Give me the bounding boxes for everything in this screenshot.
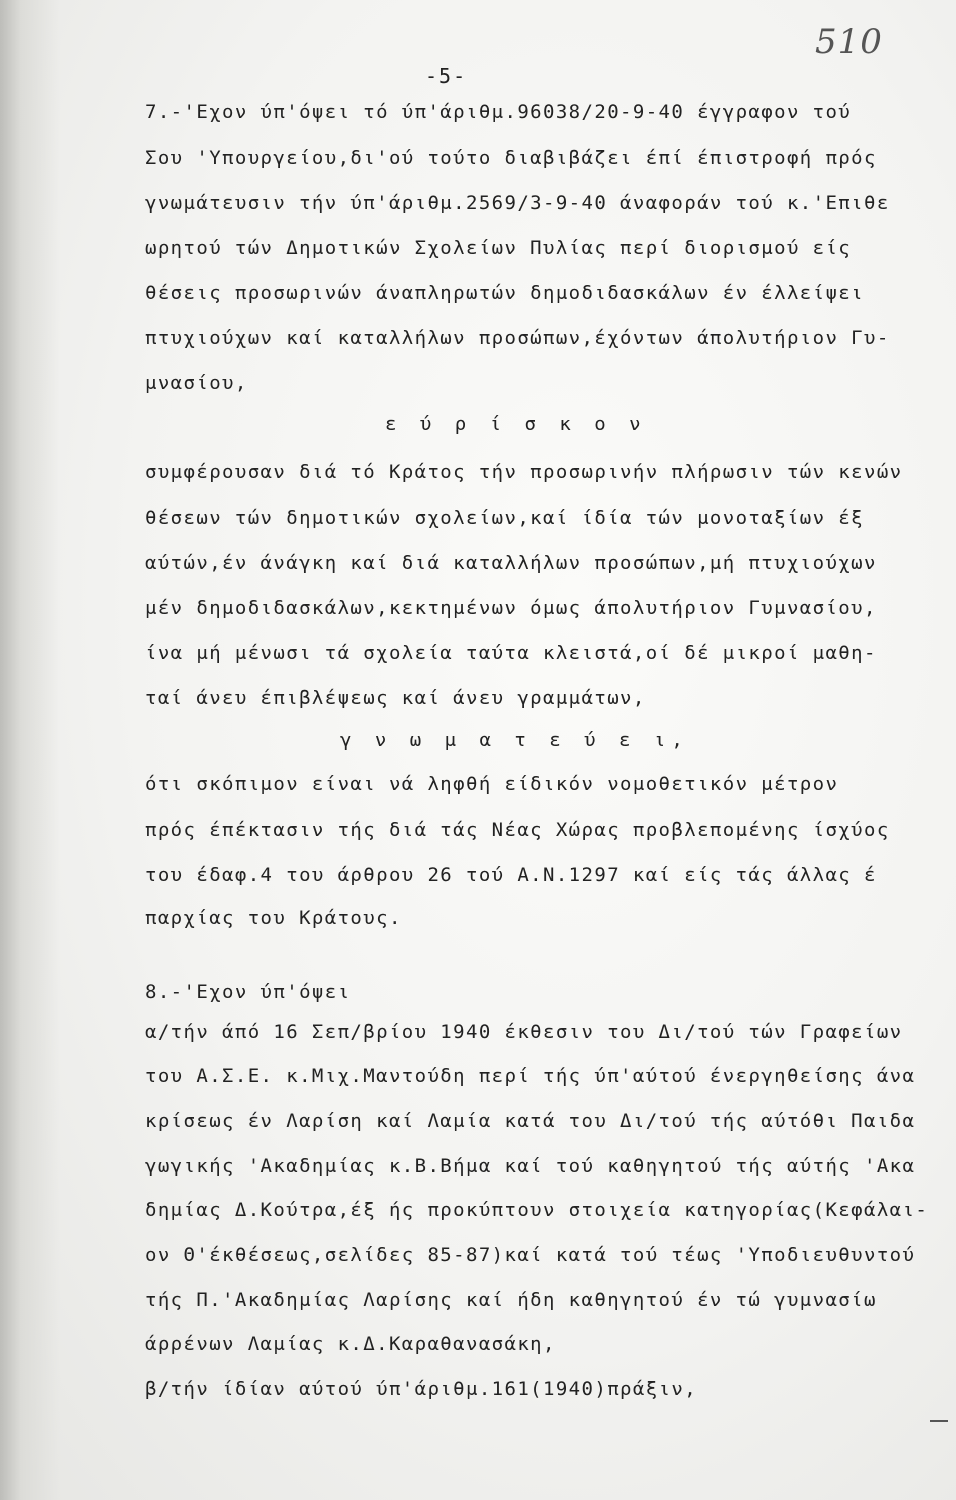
text-line: β/τήν ίδίαν αύτού ύπ'άριθμ.161(1940)πράξιν, <box>145 1378 698 1400</box>
text-line: παρχίας του Κράτους. <box>145 907 402 929</box>
text-line: Σου 'Υπουργείου,δι'ού τούτο διαβιβάζει έπί έπιστροφή πρός <box>145 147 877 169</box>
text-line: αύτών,έν άνάγκη καί διά καταλλήλων προσώπων,μή πτυχιούχων <box>145 552 877 574</box>
section-heading-opinion: γ ν ω μ α τ ε ύ ε ι, <box>340 729 689 751</box>
text-line: θέσεις προσωρινών άναπληρωτών δημοδιδασκάλων έν έλλείψει <box>145 282 864 304</box>
text-line: πρός έπέκτασιν τής διά τάς Νέας Χώρας προβλεπομένης ίσχύος <box>145 819 890 841</box>
text-line: ωρητού τών Δημοτικών Σχολείων Πυλίας περί διορισμού είς <box>145 237 852 259</box>
text-line: δημίας Δ.Κούτρα,έξ ής προκύπτουν στοιχεία κατηγορίας(Κεφάλαι- <box>145 1199 929 1221</box>
text-line: μέν δημοδιδασκάλων,κεκτημένων όμως άπολυτήριον Γυμνασίου, <box>145 597 877 619</box>
text-line: του Α.Σ.Ε. κ.Μιχ.Μαντούδη περί τής ύπ'αύτού ένεργηθείσης άνα <box>145 1065 916 1087</box>
text-line: τής Π.'Ακαδημίας Λαρίσης καί ήδη καθηγητού έν τώ γυμνασίω <box>145 1289 877 1311</box>
section-heading-find: ε ύ ρ ί σ κ ο ν <box>385 413 647 435</box>
margin-mark <box>930 1420 948 1422</box>
text-line: του έδαφ.4 του άρθρου 26 τού Α.Ν.1297 καί είς τάς άλλας έ <box>145 864 877 886</box>
text-line: ταί άνευ έπιβλέψεως καί άνευ γραμμάτων, <box>145 687 646 709</box>
scan-edge-shadow <box>0 0 60 1500</box>
paragraph-intro: 8.-'Εχον ύπ'όψει <box>145 981 351 1003</box>
text-line: α/τήν άπό 16 Σεπ/βρίου 1940 έκθεσιν του Δι/τού τών Γραφείων <box>145 1021 903 1043</box>
text-line: 7.-'Εχον ύπ'όψει τό ύπ'άριθμ.96038/20-9-40 έγγραφον τού <box>145 101 852 123</box>
text-line: συμφέρουσαν διά τό Κράτος τήν προσωρινήν πλήρωσιν τών κενών <box>145 461 903 483</box>
text-line: μνασίου, <box>145 372 248 394</box>
handwritten-page-number: 510 <box>815 22 883 62</box>
text-line: γωγικής 'Ακαδημίας κ.Β.Βήμα καί τού καθηγητού τής αύτής 'Ακα <box>145 1155 916 1177</box>
text-line: ότι σκόπιμον είναι νά ληφθή είδικόν νομοθετικόν μέτρον <box>145 773 839 795</box>
text-line: ον Θ'έκθέσεως,σελίδες 85-87)καί κατά τού τέως 'Υποδιευθυντού <box>145 1244 916 1266</box>
text-line: άρρένων Λαμίας κ.Δ.Καραθανασάκη, <box>145 1333 556 1355</box>
text-line: πτυχιούχων καί καταλλήλων προσώπων,έχόντων άπολυτήριον Γυ- <box>145 327 890 349</box>
text-line: θέσεων τών δημοτικών σχολείων,καί ίδία τών μονοταξίων έξ <box>145 507 864 529</box>
text-line: γνωμάτευσιν τήν ύπ'άριθμ.2569/3-9-40 άναφοράν τού κ.'Επιθε <box>145 192 890 214</box>
page-number: -5- <box>425 64 468 88</box>
text-line: ίνα μή μένωσι τά σχολεία ταύτα κλειστά,οί δέ μικροί μαθη- <box>145 642 877 664</box>
text-line: κρίσεως έν Λαρίση καί Λαμία κατά του Δι/τού τής αύτόθι Παιδα <box>145 1110 916 1132</box>
